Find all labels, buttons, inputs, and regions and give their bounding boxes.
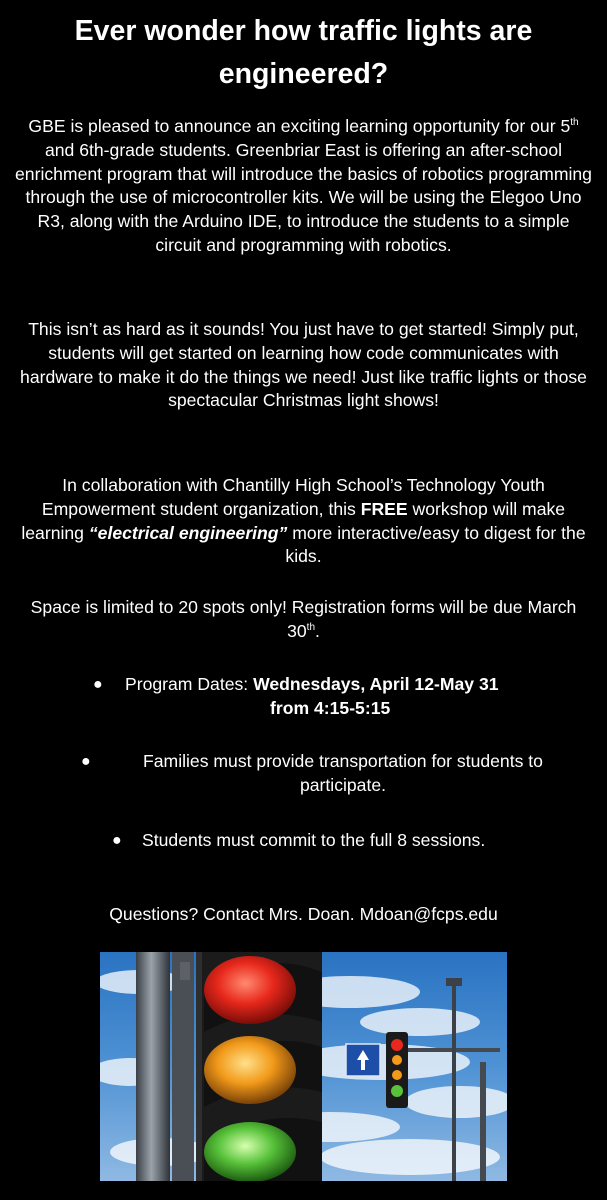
- collab-text-2: workshop will make learning: [21, 498, 566, 543]
- flyer-title: Ever wonder how traffic lights are engineered?: [74, 15, 533, 90]
- program-times-value: from 4:15-5:15: [270, 697, 391, 718]
- intro-paragraph: [14, 115, 593, 258]
- electrical-engineering-emphasis: “electrical engineering”: [88, 522, 288, 543]
- contact-line: Questions? Contact Mrs. Doan. Mdoan@fcps.edu: [109, 904, 498, 924]
- registration-paragraph: [14, 596, 593, 644]
- bullet-dot-icon: ●: [112, 832, 122, 849]
- encouragement-paragraph: This isn’t as hard as it sounds! You just have to get started! Simply put, students will get started on learning how code communicates with hardware to make it do the things we need! Just like traffic lights or those spectacular Christmas light shows!: [20, 319, 587, 411]
- transportation-text: Families must provide transportation for students to participate.: [143, 751, 543, 795]
- sessions-text: Students must commit to the full 8 sessions.: [142, 830, 486, 850]
- collab-text-3: more interactive/easy to digest for the kids.: [285, 522, 586, 567]
- registration-text: Space is limited to 20 spots only! Registration forms will be due March 30: [30, 597, 577, 641]
- list-item-program-dates: [93, 673, 555, 721]
- collab-text-1: In collaboration with Chantilly High School’s Technology Youth Empowerment student organization, this: [41, 475, 545, 519]
- program-dates-label: Program Dates:: [125, 674, 254, 694]
- list-item-sessions: [112, 829, 562, 853]
- free-label: FREE: [360, 498, 408, 519]
- ordinal-suffix: th: [570, 117, 579, 129]
- intro-text-start: GBE is pleased to announce an exciting learning opportunity for our 5: [28, 116, 571, 136]
- list-item-transportation: [81, 750, 578, 798]
- traffic-light-photo: [100, 952, 507, 1181]
- program-dates-value: Wednesdays, April 12-May 31: [253, 674, 499, 694]
- collaboration-paragraph: [14, 474, 593, 569]
- intro-text-end: and 6th-grade students. Greenbriar East is offering an after-school enrichment program that will introduce the basics of robotics programming through the use of microcontroller kits. We will be using the Elegoo Uno R3, along with the Arduino IDE, to introduce the students to a simple circuit and programming with robotics.: [15, 139, 592, 255]
- bullet-dot-icon: ●: [81, 753, 91, 770]
- registration-end: .: [315, 620, 320, 641]
- bullet-dot-icon: ●: [93, 676, 103, 693]
- date-suffix: th: [306, 621, 316, 633]
